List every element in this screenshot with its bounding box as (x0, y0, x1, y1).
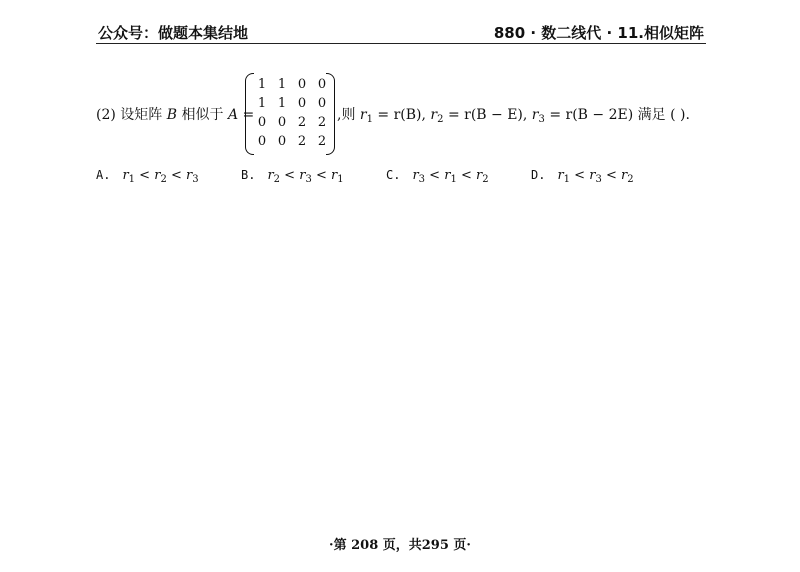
matrix-cell: 2 (317, 115, 327, 130)
matrix-cell: 0 (277, 134, 287, 149)
matrix-cell: 0 (317, 96, 327, 111)
question-text-2: 相似于 (181, 107, 224, 123)
question-then: ,则 (337, 107, 356, 123)
matrix-a-equals: A = (227, 107, 255, 123)
question-number: (2) (96, 107, 116, 123)
matrix-cell: 0 (257, 115, 267, 130)
matrix-cell: 2 (297, 134, 307, 149)
matrix-a (245, 73, 335, 153)
matrix-cell: 0 (297, 77, 307, 92)
rank-eq1: = r(B), (372, 107, 431, 123)
matrix-cell: 0 (277, 115, 287, 130)
matrix-cell: 1 (277, 96, 287, 111)
matrix-cell: 0 (257, 134, 267, 149)
matrix-cell: 1 (277, 77, 287, 92)
matrix-cell: 0 (297, 96, 307, 111)
header-chapter: 880 · 数二线代 · 11.相似矩阵 (493, 24, 704, 42)
question-text-1: 设矩阵 (120, 107, 163, 123)
option-d[interactable]: D. $r_1 < r_3 < r_2$ (531, 168, 634, 185)
matrix-cell: 2 (297, 115, 307, 130)
header-source: 公众号：做题本集结地 (98, 24, 249, 42)
matrix-cell: 1 (257, 77, 267, 92)
question-prefix (96, 104, 254, 124)
question-suffix: ,则 $r_1 = r(B)$, $r_2 = r(B - E)$, $r_3 = r(B - 2E)$ 满足 ( ). (337, 107, 690, 125)
header-divider (96, 43, 706, 44)
rank-eq2: = r(B − E), (443, 107, 532, 123)
option-a[interactable]: A. $r_1 < r_2 < r_3$ (96, 168, 199, 185)
rank-r1: r (359, 107, 367, 123)
matrix-cell: 0 (317, 77, 327, 92)
matrix-b-symbol: B (166, 107, 178, 123)
option-b[interactable]: B. $r_2 < r_3 < r_1$ (241, 168, 344, 185)
matrix-cell: 1 (257, 96, 267, 111)
question-tail: 满足 ( ). (633, 107, 690, 123)
option-c[interactable]: C. $r_3 < r_1 < r_2$ (386, 168, 489, 185)
matrix-right-paren (326, 73, 335, 155)
matrix-cells (253, 75, 331, 151)
page-footer: ·第 208 页，共295 页· (329, 538, 471, 553)
rank-eq3: = r(B − 2E) (544, 107, 634, 123)
matrix-cell: 2 (317, 134, 327, 149)
